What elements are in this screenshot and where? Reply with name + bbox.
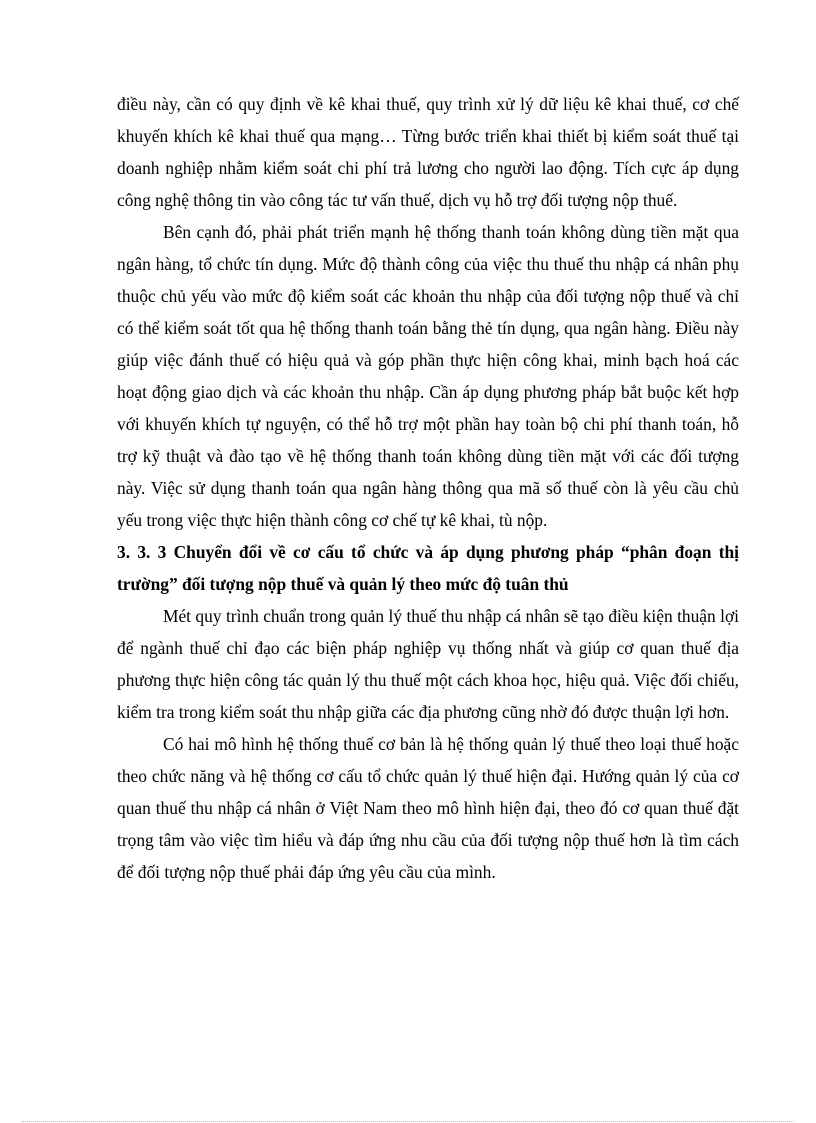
page-bottom-dotted-rule — [22, 1121, 794, 1122]
paragraph-cashless-payment: Bên cạnh đó, phải phát triển mạnh hệ thống thanh toán không dùng tiền mặt qua ngân hàng, tổ chức tín dụng. Mức độ thành công của việc thu thuế thu nhập cá nhân phụ thuộc chủ yếu vào mức độ kiểm soát các khoản thu nhập của đối tượng nộp thuế và chỉ có thể kiểm soát tốt qua hệ thống thanh toán bằng thẻ tín dụng, qua ngân hàng. Điều này giúp việc đánh thuế có hiệu quả và góp phần thực hiện công khai, minh bạch hoá các hoạt động giao dịch và các khoản thu nhập. Cần áp dụng phương pháp bắt buộc kết hợp với khuyến khích tự nguyện, có thể hỗ trợ một phần hay toàn bộ chi phí thanh toán, hỗ trợ kỹ thuật và đào tạo về hệ thống thanh toán không dùng tiền mặt với các đối tượng này. Việc sử dụng thanh toán qua ngân hàng thông qua mã số thuế còn là yêu cầu chủ yếu trong việc thực hiện thành công cơ chế tự kê khai, tù nộp. — [117, 222, 739, 530]
paragraph-tax-models: Có hai mô hình hệ thống thuế cơ bản là hệ thống quản lý thuế theo loại thuế hoặc theo chức năng và hệ thống cơ cấu tổ chức quản lý thuế hiện đại. Hướng quản lý của cơ quan thuế thu nhập cá nhân ở Việt Nam theo mô hình hiện đại, theo đó cơ quan thuế đặt trọng tâm vào việc tìm hiểu và đáp ứng nhu cầu của đối tượng nộp thuế hơn là tìm cách để đối tượng nộp thuế phải đáp ứng yêu cầu của mình. — [117, 734, 739, 882]
section-heading-3-3-3: 3. 3. 3 Chuyển đổi về cơ cấu tổ chức và áp dụng phương pháp “phân đoạn thị trường” đối tượng nộp thuế và quản lý theo mức độ tuân thủ — [117, 542, 739, 594]
document-page — [117, 88, 739, 888]
paragraph-tax-declaration: điều này, cần có quy định về kê khai thuế, quy trình xử lý dữ liệu kê khai thuế, cơ chế khuyến khích kê khai thuế qua mạng… Từng bước triển khai thiết bị kiểm soát thuế tại doanh nghiệp nhằm kiểm soát chi phí trả lương cho người lao động. Tích cực áp dụng công nghệ thông tin vào công tác tư vấn thuế, dịch vụ hỗ trợ đối tượng nộp thuế. — [117, 94, 739, 210]
paragraph-standard-process: Mét quy trình chuẩn trong quản lý thuế thu nhập cá nhân sẽ tạo điều kiện thuận lợi để ngành thuế chỉ đạo các biện pháp nghiệp vụ thống nhất và giúp cơ quan thuế địa phương thực hiện công tác quản lý thu thuế một cách khoa học, hiệu quả. Việc đối chiếu, kiểm tra trong kiểm soát thu nhập giữa các địa phương cũng nhờ đó được thuận lợi hơn. — [117, 606, 739, 722]
